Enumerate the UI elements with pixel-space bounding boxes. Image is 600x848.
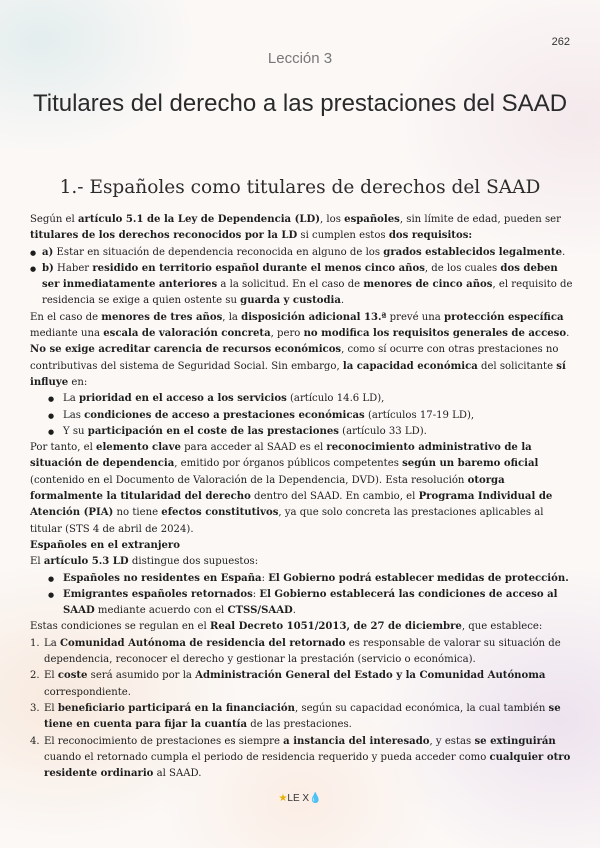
influences-list	[30, 391, 574, 440]
list-item: ● Españoles no residentes en España: El Gobierno podrá establecer medidas de protección.	[30, 571, 574, 587]
list-item: ● Y su participación en el coste de las prestaciones (artículo 33 LD).	[30, 424, 574, 440]
requirements-list	[30, 245, 574, 310]
list-item: 2. El coste será asumido por la Administración General del Estado y la Comunidad Autónoma correspondiente.	[30, 670, 546, 698]
subheading-extranjero: Españoles en el extranjero	[30, 539, 180, 551]
page-number: 262	[551, 36, 570, 48]
drop-icon: 💧	[309, 793, 322, 804]
conditions-list	[30, 636, 574, 783]
list-item: ● Las condiciones de acceso a prestaciones económicas (artículos 17-19 LD),	[30, 408, 574, 424]
real-decreto-paragraph: Estas condiciones se regulan en el Real Decreto 1051/2013, de 27 de diciembre, que establece:	[30, 621, 543, 633]
section-heading: 1.- Españoles como titulares de derechos del SAAD	[59, 177, 541, 198]
list-item: 3. El beneficiario participará en la financiación, según su capacidad económica, la cual también se tiene en cuenta para fijar la cuantía de las prestaciones.	[30, 702, 561, 731]
recursos-paragraph: No se exige acreditar carencia de recursos económicos, como sí ocurre con otras prestaciones no contributivas del sistema de Seguridad Social. Sin embargo, la capacidad económica del solicitante sí influye en:	[30, 344, 566, 388]
menores-paragraph: En el caso de menores de tres años, la disposición adicional 13.ª prevé una protección específica mediante una escala de valoración concreta, pero no modifica los requisitos generales de acceso.	[30, 311, 570, 340]
lesson-label: Lección 3	[267, 50, 333, 67]
brand-text: LE X	[287, 793, 310, 804]
intro-paragraph: Según el artículo 5.1 de la Ley de Dependencia (LD), los españoles, sin límite de edad, pueden ser titulares de los derechos reconocidos por la LD si cumplen estos dos requisitos:	[30, 214, 561, 242]
body-text	[30, 212, 574, 782]
list-item: ● Emigrantes españoles retornados: El Gobierno establecerá las condiciones de acceso al SAAD mediante acuerdo con el CTSS/SAAD.	[30, 587, 574, 620]
clave-paragraph: Por tanto, el elemento clave para acceder al SAAD es el reconocimiento administrativo de la situación de dependencia, emitido por órganos públicos competentes según un baremo oficial (contenido en el Documento de Valoración de la Dependencia, DVD). Esta resolución otorga formalmente la titularidad del derecho dentro del SAAD. En cambio, el Programa Individual de Atención (PIA) no tiene efectos constitutivos, ya que solo concreta las prestaciones aplicables al titular (STS 4 de abril de 2024).	[30, 442, 553, 535]
art53-paragraph: El artículo 5.3 LD distingue dos supuestos:	[30, 556, 259, 568]
star-icon: ★	[278, 793, 288, 804]
page-title: Titulares del derecho a las prestaciones del SAAD	[32, 90, 568, 117]
list-item: ● a) Estar en situación de dependencia reconocida en alguno de los grados establecidos legalmente.	[30, 245, 574, 261]
list-item: ● La prioridad en el acceso a los servicios (artículo 14.6 LD),	[30, 391, 574, 407]
list-item: 1. La Comunidad Autónoma de residencia del retornado es responsable de valorar su situación de dependencia, reconocer el derecho y gestionar la prestación (servicio o económica).	[30, 637, 561, 666]
list-item: 4. El reconocimiento de prestaciones es siempre a instancia del interesado, y estas se extinguirán cuando el retornado cumpla el periodo de residencia requerido y pueda acceder como cualquier otro residente ordinario al SAAD.	[30, 735, 571, 780]
footer-logo	[0, 793, 600, 804]
abroad-list	[30, 571, 574, 620]
list-item: ● b) Haber residido en territorio español durante el menos cinco años, de los cuales dos deben ser inmediatamente anteriores a la solicitud. En el caso de menores de cinco años, el requisito de residencia se exige a quien ostente su guarda y custodia.	[30, 261, 574, 310]
